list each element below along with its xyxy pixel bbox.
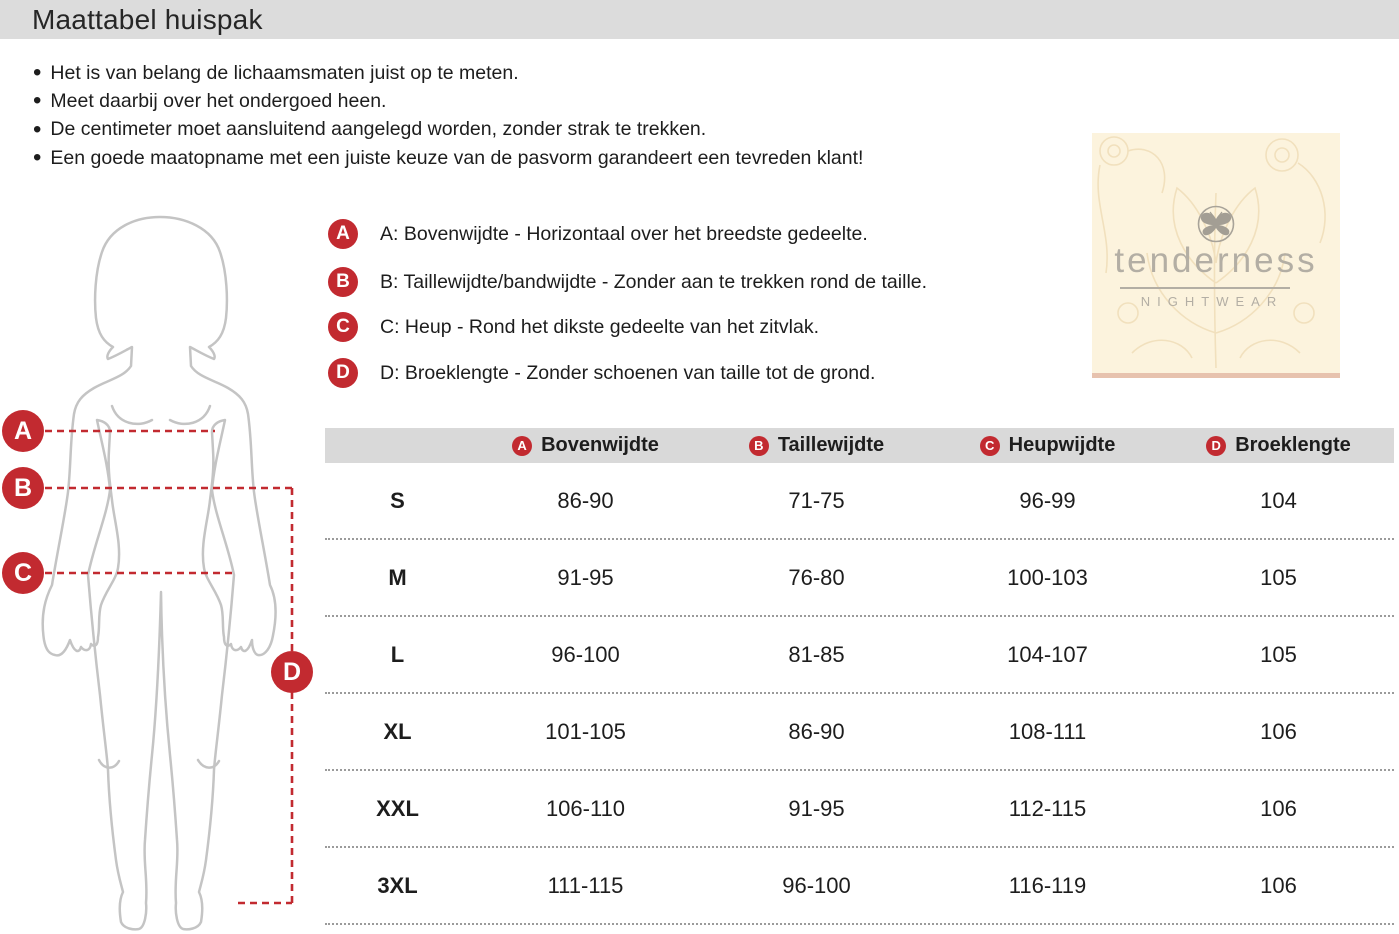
value-broeklengte: 106: [1260, 795, 1297, 821]
value-heupwijdte: 96-99: [1019, 487, 1076, 513]
page-title: Maattabel huispak: [32, 4, 263, 35]
figure-marker-c: C: [2, 552, 44, 594]
size-table-header: [325, 428, 1394, 463]
value-broeklengte: 106: [1260, 872, 1297, 898]
legend-badge-a: A: [328, 219, 358, 249]
size-label: XXL: [376, 795, 419, 821]
size-table: [325, 428, 1394, 925]
brand-logo: [1092, 133, 1340, 378]
header-badge-d: D: [1206, 436, 1226, 456]
header-badge-a: A: [512, 436, 532, 456]
value-bovenwijdte: 111-115: [547, 872, 624, 898]
value-heupwijdte: 108-111: [1008, 718, 1087, 744]
table-row-xl: [325, 694, 1394, 771]
value-taillewijdte: 76-80: [788, 564, 845, 590]
value-bovenwijdte: 101-105: [545, 718, 626, 744]
legend-badge-b: B: [328, 267, 358, 297]
figure-marker-a: A: [2, 410, 44, 452]
bullet-icon: •: [33, 59, 42, 87]
value-bovenwijdte: 86-90: [557, 487, 614, 513]
logo-divider: [1120, 287, 1290, 289]
header-cell-taillewijdte: [701, 428, 932, 463]
bullet-icon: •: [33, 115, 42, 143]
legend-item: [328, 312, 819, 342]
logo-tagline-text: NIGHTWEAR: [1140, 294, 1284, 309]
size-label: XL: [383, 718, 412, 744]
value-heupwijdte: 104-107: [1007, 641, 1088, 667]
legend-text: B: Taillewijdte/bandwijdte - Zonder aan te trekken rond de taille.: [380, 270, 928, 293]
header-cell-heupwijdte: [932, 428, 1163, 463]
instruction-text: Een goede maatopname met een juiste keuze van de pasvorm garandeert een tevreden klant!: [50, 146, 864, 169]
legend-badge-d: D: [328, 358, 358, 388]
header-label: Heupwijdte: [1008, 434, 1116, 456]
value-heupwijdte: 112-115: [1008, 795, 1087, 821]
header-cell-bovenwijdte: [470, 428, 701, 463]
table-row-m: [325, 540, 1394, 617]
header-label: Taillewijdte: [777, 434, 885, 456]
instruction-item: [33, 59, 863, 87]
value-taillewijdte: 96-100: [782, 872, 851, 898]
legend-item: [328, 267, 927, 297]
table-row-3xl: [325, 848, 1394, 925]
size-label: 3XL: [377, 872, 418, 898]
value-broeklengte: 106: [1260, 718, 1297, 744]
logo-card: [1092, 133, 1340, 373]
value-broeklengte: 105: [1260, 641, 1297, 667]
value-bovenwijdte: 96-100: [551, 641, 620, 667]
header-label: Broeklengte: [1235, 434, 1351, 456]
legend-item: [328, 358, 875, 388]
value-bovenwijdte: 106-110: [545, 795, 626, 821]
size-label: M: [388, 564, 407, 590]
size-label: S: [390, 487, 405, 513]
header-badge-b: B: [749, 436, 769, 456]
table-row-l: [325, 617, 1394, 694]
size-label: L: [390, 641, 405, 667]
bullet-icon: •: [33, 87, 42, 115]
value-broeklengte: 105: [1260, 564, 1297, 590]
instruction-item: [33, 144, 863, 172]
title-bar: [0, 0, 1399, 39]
value-broeklengte: 104: [1260, 487, 1297, 513]
instruction-text: Meet daarbij over het ondergoed heen.: [50, 90, 387, 113]
value-bovenwijdte: 91-95: [557, 564, 614, 590]
instruction-list: [33, 59, 863, 172]
header-cell-size: [325, 428, 470, 463]
header-cell-broeklengte: [1163, 428, 1394, 463]
instruction-text: De centimeter moet aansluitend aangelegd worden, zonder strak te trekken.: [50, 118, 707, 141]
value-taillewijdte: 86-90: [788, 718, 845, 744]
butterfly-icon: [1193, 205, 1239, 245]
body-silhouette-diagram: [0, 210, 320, 934]
value-taillewijdte: 91-95: [788, 795, 845, 821]
bullet-icon: •: [33, 143, 42, 171]
logo-brand-text: tenderness: [1114, 241, 1318, 280]
value-heupwijdte: 116-119: [1008, 872, 1087, 898]
legend-text: A: Bovenwijdte - Horizontaal over het breedste gedeelte.: [380, 222, 868, 245]
header-label: Bovenwijdte: [541, 434, 659, 456]
legend-item: [328, 219, 868, 249]
legend-text: C: Heup - Rond het dikste gedeelte van het zitvlak.: [380, 315, 819, 338]
table-row-s: [325, 463, 1394, 540]
logo-accent-strip: [1092, 373, 1340, 378]
instruction-item: [33, 87, 863, 115]
legend-badge-c: C: [328, 312, 358, 342]
value-taillewijdte: 71-75: [788, 487, 845, 513]
header-badge-c: C: [980, 436, 1000, 456]
instruction-text: Het is van belang de lichaamsmaten juist op te meten.: [50, 62, 519, 84]
instruction-item: [33, 115, 863, 143]
figure-marker-d: D: [271, 651, 313, 693]
value-heupwijdte: 100-103: [1007, 564, 1088, 590]
value-taillewijdte: 81-85: [788, 641, 845, 667]
table-row-xxl: [325, 771, 1394, 848]
legend-text: D: Broeklengte - Zonder schoenen van taille tot de grond.: [380, 361, 876, 384]
figure-marker-b: B: [2, 467, 44, 509]
